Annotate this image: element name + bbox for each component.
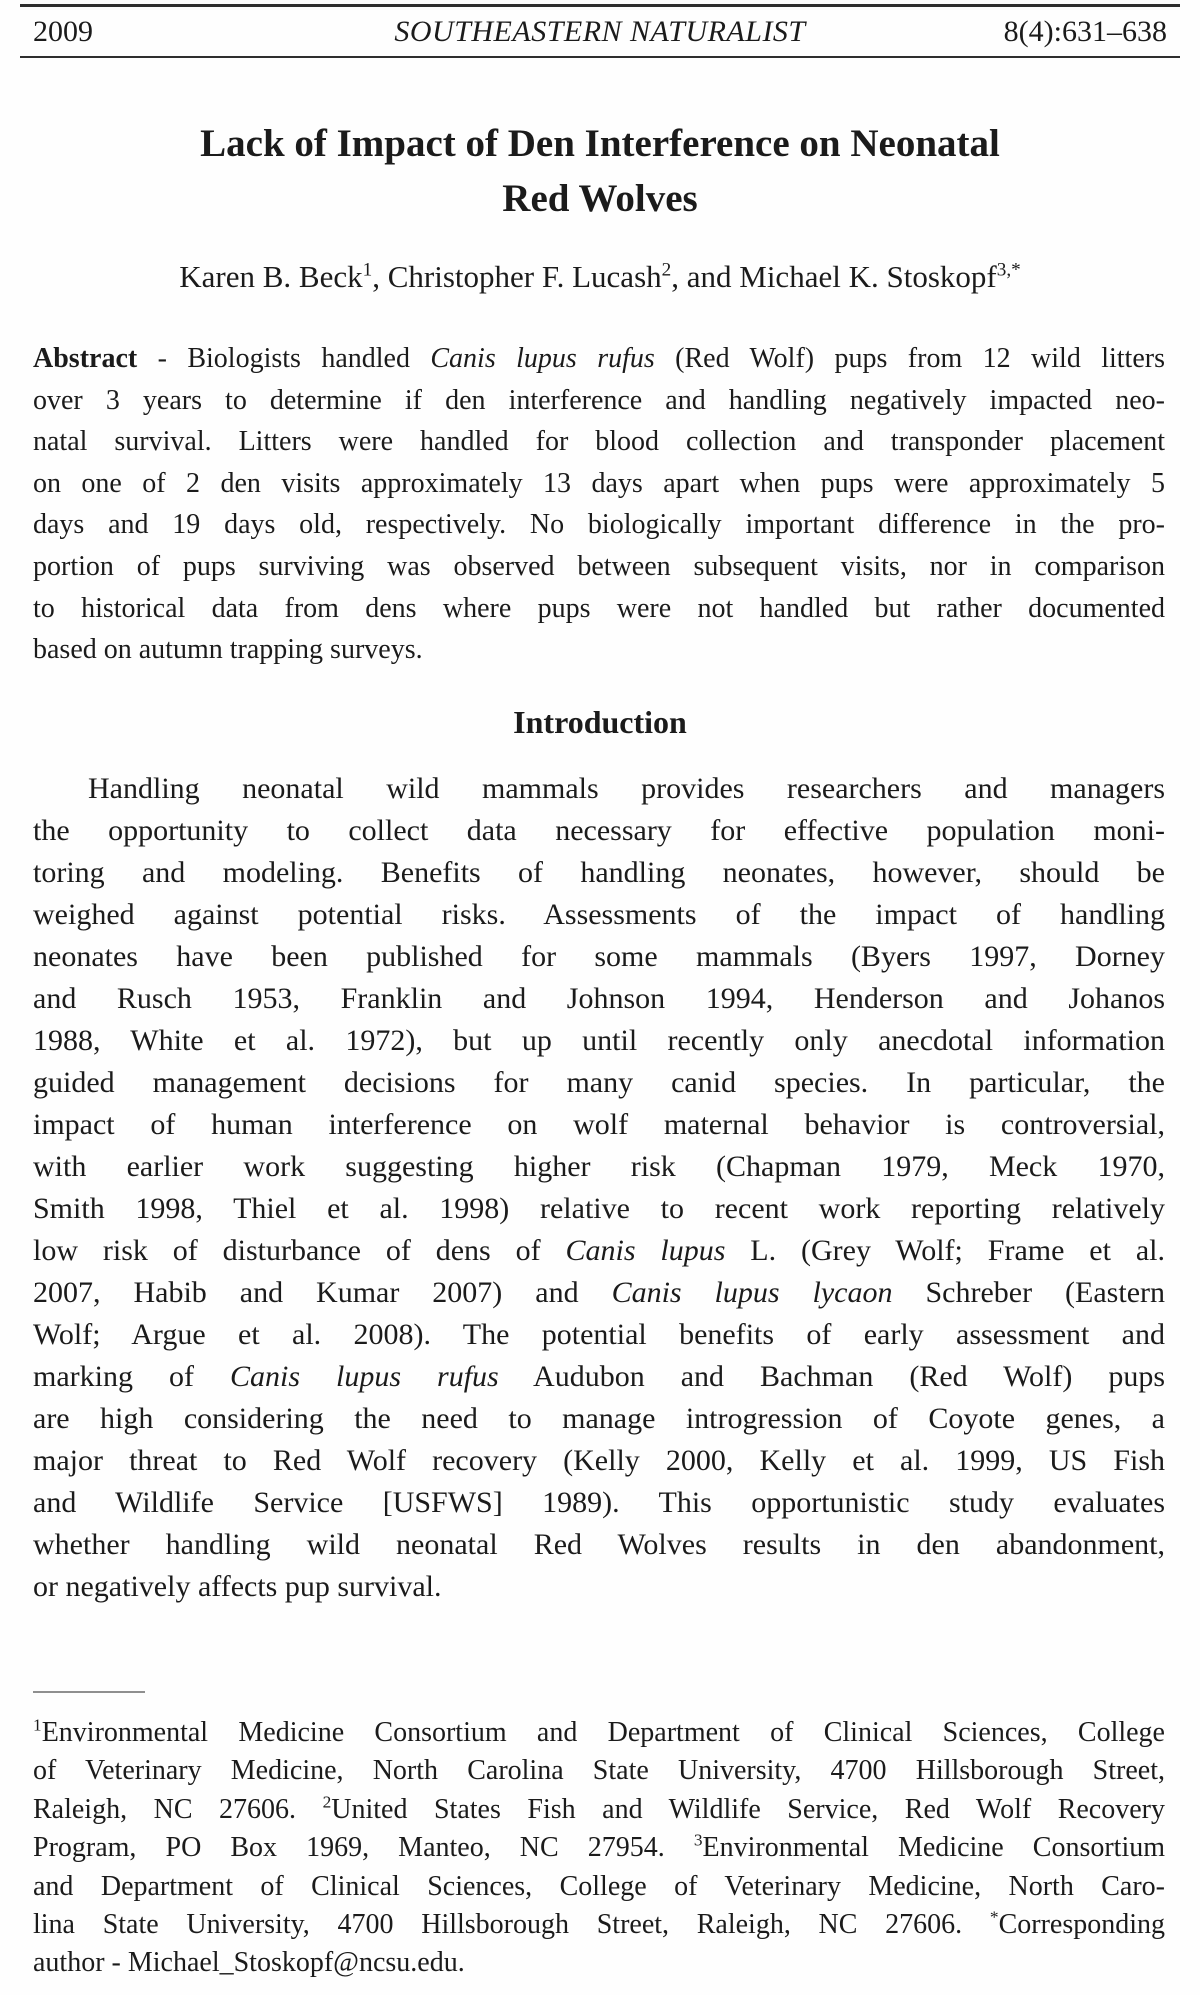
footnote-block <box>33 1714 1165 1983</box>
text-line: Smith 1998, Thiel et al. 1998) relative to recent work reporting relatively <box>33 1192 1165 1225</box>
header-journal-name: SOUTHEASTERN NATURALIST <box>394 15 806 48</box>
article-title-line-1: Lack of Impact of Den Interference on Neonatal <box>200 122 1000 165</box>
text-line: Handling neonatal wild mammals provides researchers and managers <box>88 772 1165 805</box>
text-line: 2007, Habib and Kumar 2007) and Canis lupus lycaon Schreber (Eastern <box>33 1276 1165 1309</box>
introduction-paragraph <box>33 768 1165 1608</box>
text-line: are high considering the need to manage introgression of Coyote genes, a <box>33 1402 1165 1435</box>
introduction-heading: Introduction <box>513 704 687 740</box>
text-line: author - Michael_Stoskopf@ncsu.edu. <box>33 1947 465 1979</box>
author-byline: Karen B. Beck$^1$, Christopher F. Lucash$^2$, and Michael K. Stoskopf$^{3,*}$ <box>179 259 1021 294</box>
text-line: and Wildlife Service [USFWS] 1989). This opportunistic study evaluates <box>33 1486 1165 1519</box>
text-line: based on autumn trapping surveys. <box>33 634 423 666</box>
article-title-line-2: Red Wolves <box>502 177 698 220</box>
text-line: over 3 years to determine if den interference and handling negatively impacted neo- <box>33 384 1165 416</box>
text-line: or negatively affects pup survival. <box>33 1570 442 1603</box>
journal-header <box>33 13 1167 51</box>
text-line: with earlier work suggesting higher risk (Chapman 1979, Meck 1970, <box>33 1150 1165 1183</box>
text-line: the opportunity to collect data necessary for effective population moni- <box>33 814 1165 847</box>
article-title <box>0 116 1200 226</box>
text-line: neonates have been published for some mammals (Byers 1997, Dorney <box>33 940 1165 973</box>
text-line: portion of pups surviving was observed between subsequent visits, nor in comparison <box>33 550 1165 582</box>
text-line: of Veterinary Medicine, North Carolina State University, 4700 Hillsborough Street, <box>33 1755 1165 1787</box>
text-line: weighed against potential risks. Assessments of the impact of handling <box>33 898 1165 931</box>
header-rule-bottom <box>20 56 1180 58</box>
text-line: Program, PO Box 1969, Manteo, NC 27954. $^3$Environmental Medicine Consortium <box>33 1830 1166 1864</box>
header-citation: 8(4):631–638 <box>1003 15 1167 48</box>
text-line: low risk of disturbance of dens of Canis lupus L. (Grey Wolf; Frame et al. <box>33 1234 1165 1267</box>
text-line: to historical data from dens where pups were not handled but rather documented <box>33 592 1165 624</box>
text-line: 1988, White et al. 1972), but up until recently only anecdotal information <box>33 1024 1165 1057</box>
footnote-separator <box>33 1691 145 1693</box>
text-line: impact of human interference on wolf maternal behavior is controversial, <box>33 1108 1165 1141</box>
text-line: Wolf; Argue et al. 2008). The potential benefits of early assessment and <box>33 1318 1165 1351</box>
text-line: and Department of Clinical Sciences, College of Veterinary Medicine, North Caro- <box>33 1870 1165 1902</box>
text-line: marking of Canis lupus rufus Audubon and Bachman (Red Wolf) pups <box>33 1360 1166 1393</box>
text-line: natal survival. Litters were handled for blood collection and transponder placement <box>33 426 1165 458</box>
text-line: guided management decisions for many canid species. In particular, the <box>33 1066 1165 1099</box>
text-line: Abstract - Biologists handled Canis lupus rufus (Red Wolf) pups from 12 wild litters <box>33 343 1165 374</box>
text-line: on one of 2 den visits approximately 13 days apart when pups were approximately 5 <box>33 467 1165 499</box>
text-line: major threat to Red Wolf recovery (Kelly 2000, Kelly et al. 1999, US Fish <box>33 1444 1165 1477</box>
text-line: whether handling wild neonatal Red Wolves results in den abandonment, <box>33 1528 1165 1561</box>
text-line: lina State University, 4700 Hillsborough Street, Raleigh, NC 27606. *Corresponding <box>33 1907 1165 1941</box>
text-line: toring and modeling. Benefits of handling neonates, however, should be <box>33 856 1165 889</box>
text-line: $^1$Environmental Medicine Consortium and Department of Clinical Sciences, College <box>33 1715 1165 1748</box>
text-line: Raleigh, NC 27606. $^2$United States Fish and Wildlife Service, Red Wolf Recovery <box>33 1792 1165 1825</box>
text-line: days and 19 days old, respectively. No biologically important difference in the pro- <box>33 509 1165 541</box>
header-year: 2009 <box>33 15 93 48</box>
abstract-paragraph <box>33 338 1165 671</box>
header-rule-top <box>20 4 1180 7</box>
text-line: and Rusch 1953, Franklin and Johnson 1994, Henderson and Johanos <box>33 982 1165 1015</box>
